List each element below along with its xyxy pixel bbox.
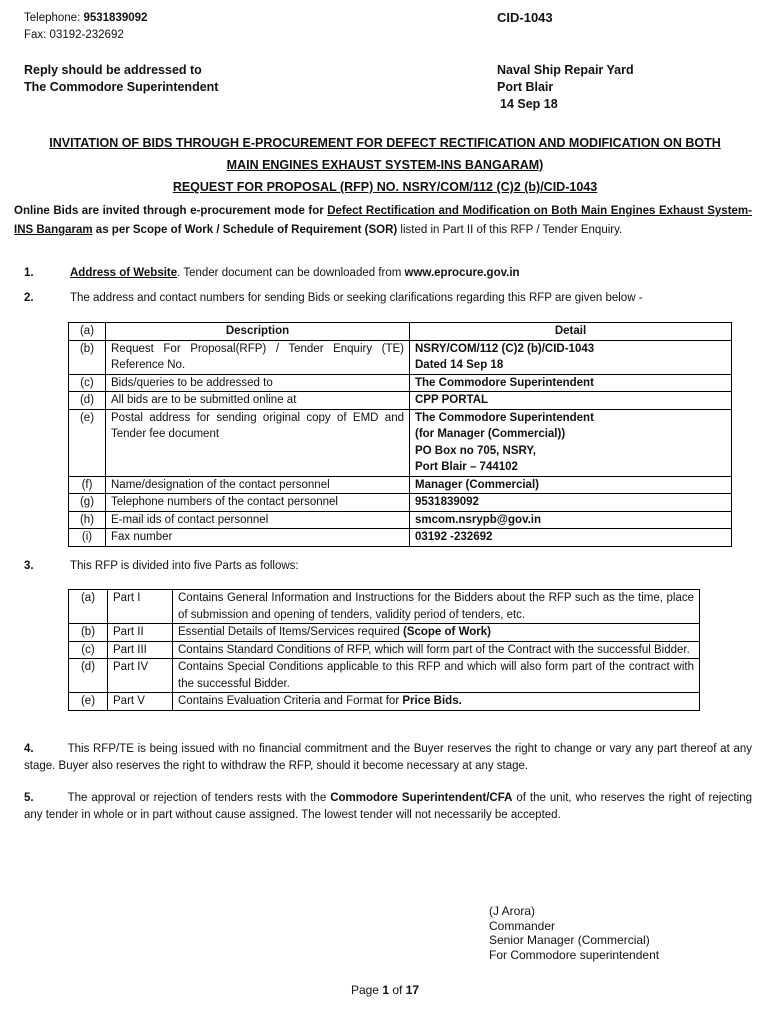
- contact-details-table: [68, 322, 732, 547]
- table-row: (g) Telephone numbers of the contact personnel 9531839092: [69, 494, 732, 512]
- table-row: (c) Bids/queries to be addressed to The Commodore Superintendent: [69, 374, 732, 392]
- table-row: (d) All bids are to be submitted online at CPP PORTAL: [69, 392, 732, 410]
- table-row: (f) Name/designation of the contact personnel Manager (Commercial): [69, 476, 732, 494]
- document-title: INVITATION OF BIDS THROUGH E-PROCUREMENT FOR DEFECT RECTIFICATION AND MODIFICATION ON BOTH MAIN ENGINES EXHAUST SYSTEM-INS BANGARAM) REQUEST FOR PROPOSAL (RFP) NO. NSRY/COM/112 (C)2 (b)/CID-1043: [10, 132, 760, 198]
- table-row: (e) Postal address for sending original copy of EMD and Tender fee document The Commodore Superintendent (for Manager (Commercial)) PO Box no 705, NSRY, Port Blair – 744102: [69, 409, 732, 476]
- item-2: 2. The address and contact numbers for sending Bids or seeking clarifications regarding this RFP are given below -: [24, 292, 643, 304]
- table-row: (b) Part II Essential Details of Items/Services required (Scope of Work): [69, 624, 700, 642]
- item-3: 3. This RFP is divided into five Parts as follows:: [24, 560, 299, 572]
- cid-number: CID-1043: [497, 10, 553, 25]
- page-number: Page 1 of 17: [350, 983, 420, 997]
- reply-address: Reply should be addressed to The Commodore Superintendent: [24, 63, 219, 94]
- table-row: (h) E-mail ids of contact personnel smcom.nsrypb@gov.in: [69, 511, 732, 529]
- intro-paragraph: Online Bids are invited through e-procurement mode for Defect Rectification and Modification on Both Main Engines Exhaust System-INS Bangaram as per Scope of Work / Schedule of Requirement (SOR) listed in Part II of this RFP / Tender Enquiry.: [14, 205, 752, 236]
- signatory-name: (J Arora): [489, 904, 536, 918]
- item-1: 1. Address of Website. Tender document can be downloaded from www.eprocure.gov.in: [24, 267, 520, 279]
- table-row: (a) Part I Contains General Information and Instructions for the Bidders about the RFP such as the time, place of submission and opening of tenders, validity period of tenders, etc.: [69, 590, 700, 624]
- sender-address: Naval Ship Repair Yard Port Blair 14 Sep 18: [497, 63, 634, 111]
- table-header-row: (a) Description Detail: [69, 323, 732, 341]
- rfp-number: REQUEST FOR PROPOSAL (RFP) NO. NSRY/COM/112 (C)2 (b)/CID-1043: [172, 180, 598, 194]
- contact-block: [24, 10, 147, 44]
- contact-email: smcom.nsrypb@gov.in: [410, 511, 732, 529]
- table-row: (e) Part V Contains Evaluation Criteria and Format for Price Bids.: [69, 693, 700, 711]
- signature-block: (J Arora) Commander Senior Manager (Commercial) For Commodore superintendent: [489, 904, 660, 962]
- telephone-number: 9531839092: [83, 12, 148, 24]
- fax-line: Fax: 03192-232692: [24, 29, 124, 41]
- letter-date: 14 Sep 18: [500, 97, 558, 111]
- table-row: (d) Part IV Contains Special Conditions applicable to this RFP and which will also form part of the contract with the successful Bidder.: [69, 659, 700, 693]
- rfp-parts-table: [68, 589, 700, 711]
- table-row: (b) Request For Proposal(RFP) / Tender Enquiry (TE) Reference No. NSRY/COM/112 (C)2 (b)/CID-1043 Dated 14 Sep 18: [69, 340, 732, 374]
- table-row: (c) Part III Contains Standard Conditions of RFP, which will form part of the Contract with the successful Bidder.: [69, 641, 700, 659]
- telephone-line: Telephone: 9531839092: [24, 12, 148, 24]
- paragraph-5: 5. The approval or rejection of tenders rests with the Commodore Superintendent/CFA of the unit, who reserves the right of rejecting any tender in whole or in part without cause assigned. The lowest tender will not necessarily be accepted.: [24, 792, 752, 821]
- table-row: (i) Fax number 03192 -232692: [69, 529, 732, 547]
- website-link[interactable]: www.eprocure.gov.in: [404, 267, 520, 279]
- paragraph-4: 4. This RFP/TE is being issued with no financial commitment and the Buyer reserves the right to change or vary any part thereof at any stage. Buyer also reserves the right to withdraw the RFP, should it become necessary at any stage.: [24, 743, 752, 772]
